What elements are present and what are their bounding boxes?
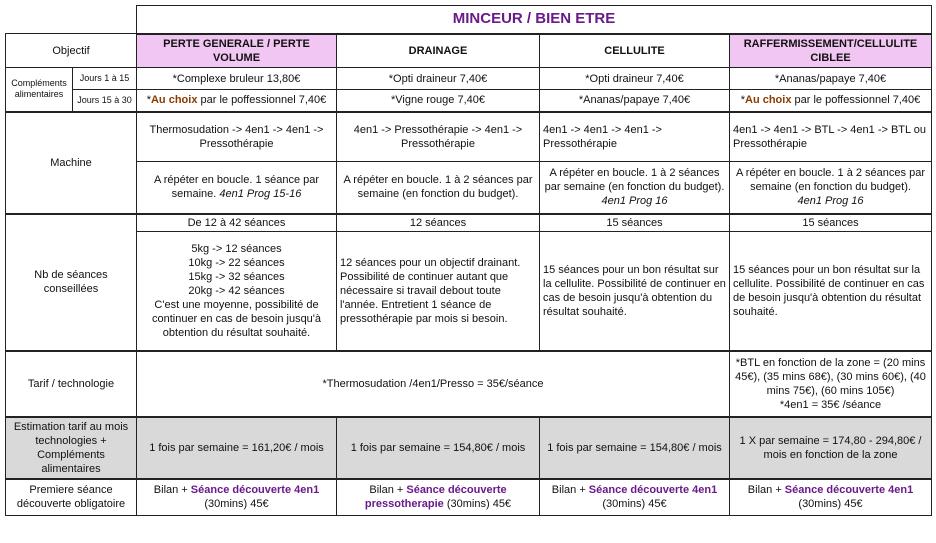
machine-repeat-col2: A répéter en boucle. 1 à 2 séances par semaine (en fonction du budget). xyxy=(337,162,540,214)
seances-count-row xyxy=(6,214,932,232)
period-2: Jours 15 à 30 xyxy=(73,90,137,112)
premiere-label: Premiere séance découverte obligatoire xyxy=(6,479,137,515)
pricing-table-wrapper xyxy=(5,5,931,538)
objectif-label: Objectif xyxy=(6,34,137,68)
premiere-col3: Bilan + Séance découverte 4en1 (30mins) 45€ xyxy=(540,479,730,515)
complement-1-col3: *Opti draineur 7,40€ xyxy=(540,68,730,90)
tarif-btl xyxy=(730,351,932,417)
machine-seq-col2: 4en1 -> Pressothérapie -> 4en1 -> Pressothérapie xyxy=(337,112,540,162)
complements-row-2 xyxy=(6,90,932,112)
premiere-col4: Bilan + Séance découverte 4en1 (30mins) 45€ xyxy=(730,479,932,515)
estimation-col2: 1 fois par semaine = 154,80€ / mois xyxy=(337,417,540,479)
complements-label: Compléments alimentaires xyxy=(6,68,73,112)
tarif-btl-line: *4en1 = 35€ /séance xyxy=(779,399,882,411)
machine-seq-col3: 4en1 -> 4en1 -> 4en1 -> Pressothérapie xyxy=(540,112,730,162)
seances-count-col4: 15 séances xyxy=(730,214,932,232)
header-perte-generale: PERTE GENERALE / PERTE VOLUME xyxy=(137,34,337,68)
machine-seq-col4: 4en1 -> 4en1 -> BTL -> 4en1 -> BTL ou Pressothérapie xyxy=(730,112,932,162)
header-row xyxy=(6,34,932,68)
seances-line: 10kg -> 22 séances xyxy=(188,256,285,269)
seances-count-col2: 12 séances xyxy=(337,214,540,232)
complement-1-col1: *Complexe bruleur 13,80€ xyxy=(137,68,337,90)
tarif-main: *Thermosudation /4en1/Presso = 35€/séance xyxy=(137,351,730,417)
machine-repeat-col4: A répéter en boucle. 1 à 2 séances par semaine (en fonction du budget). 4en1 Prog 16 xyxy=(730,162,932,214)
estimation-col1: 1 fois par semaine = 161,20€ / mois xyxy=(137,417,337,479)
seances-detail-col2: 12 séances pour un objectif drainant. Possibilité de continuer autant que nécessaire si travail debout toute l'année. Entretient 1 séance de pressothérapie par mois si besoin. xyxy=(337,231,540,351)
premiere-col1: Bilan + Séance découverte 4en1 (30mins) 45€ xyxy=(137,479,337,515)
seances-detail-col4: 15 séances pour un bon résultat sur la cellulite. Possibilité de continuer en cas de besoin jusqu'à obtention du résultat souhaité. xyxy=(730,231,932,351)
machine-seq-col1: Thermosudation -> 4en1 -> 4en1 -> Pressothérapie xyxy=(137,112,337,162)
seances-line: 20kg -> 42 séances xyxy=(188,284,285,297)
complement-2-col1: *Au choix par le poffessionnel 7,40€ xyxy=(137,90,337,112)
complement-2-col3: *Ananas/papaye 7,40€ xyxy=(540,90,730,112)
estimation-row xyxy=(6,417,932,479)
premiere-row xyxy=(6,479,932,515)
complement-2-col2: *Vigne rouge 7,40€ xyxy=(337,90,540,112)
seances-line: C'est une moyenne, possibilité de continuer en cas de besoin jusqu'à obtention du résultat souhaité. xyxy=(151,298,322,339)
complements-row-1 xyxy=(6,68,932,90)
machine-repeat-col1: A répéter en boucle. 1 séance par semaine. 4en1 Prog 15-16 xyxy=(137,162,337,214)
seances-line: 5kg -> 12 séances xyxy=(191,242,282,255)
corner-blank xyxy=(6,6,137,34)
header-drainage: DRAINAGE xyxy=(337,34,540,68)
estimation-label: Estimation tarif au mois technologies + Compléments alimentaires xyxy=(6,417,137,479)
title-row xyxy=(6,6,932,34)
seances-detail-row xyxy=(6,231,932,351)
period-1: Jours 1 à 15 xyxy=(73,68,137,90)
tarif-row xyxy=(6,351,932,417)
complement-1-col2: *Opti draineur 7,40€ xyxy=(337,68,540,90)
machine-label: Machine xyxy=(6,112,137,214)
tarif-label: Tarif / technologie xyxy=(6,351,137,417)
pricing-table xyxy=(5,5,932,516)
header-cellulite: CELLULITE xyxy=(540,34,730,68)
estimation-col4: 1 X par semaine = 174,80 - 294,80€ / mois en fonction de la zone xyxy=(730,417,932,479)
seances-count-col3: 15 séances xyxy=(540,214,730,232)
seances-detail-col1 xyxy=(137,231,337,351)
complement-1-col4: *Ananas/papaye 7,40€ xyxy=(730,68,932,90)
estimation-col3: 1 fois par semaine = 154,80€ / mois xyxy=(540,417,730,479)
machine-row-1 xyxy=(6,112,932,162)
complement-2-col4: *Au choix par le poffessionnel 7,40€ xyxy=(730,90,932,112)
page-title: MINCEUR / BIEN ETRE xyxy=(137,6,932,34)
machine-repeat-col3: A répéter en boucle. 1 à 2 séances par semaine (en fonction du budget). 4en1 Prog 16 xyxy=(540,162,730,214)
premiere-col2: Bilan + Séance découverte pressotherapie (30mins) 45€ xyxy=(337,479,540,515)
tarif-btl-line: *BTL en fonction de la zone = (20 mins 45€), (35 mins 68€), (30 mins 60€), (40 mins 75€), (60 mins 105€) xyxy=(735,357,926,397)
seances-count-col1: De 12 à 42 séances xyxy=(137,214,337,232)
header-raffermissement: RAFFERMISSEMENT/CELLULITE CIBLEE xyxy=(730,34,932,68)
seances-detail-col3: 15 séances pour un bon résultat sur la cellulite. Possibilité de continuer en cas de besoin jusqu'à obtention du résultat souhaité. xyxy=(540,231,730,351)
seances-label: Nb de séances conseillées xyxy=(6,214,137,352)
machine-row-2 xyxy=(6,162,932,214)
seances-line: 15kg -> 32 séances xyxy=(188,270,285,283)
